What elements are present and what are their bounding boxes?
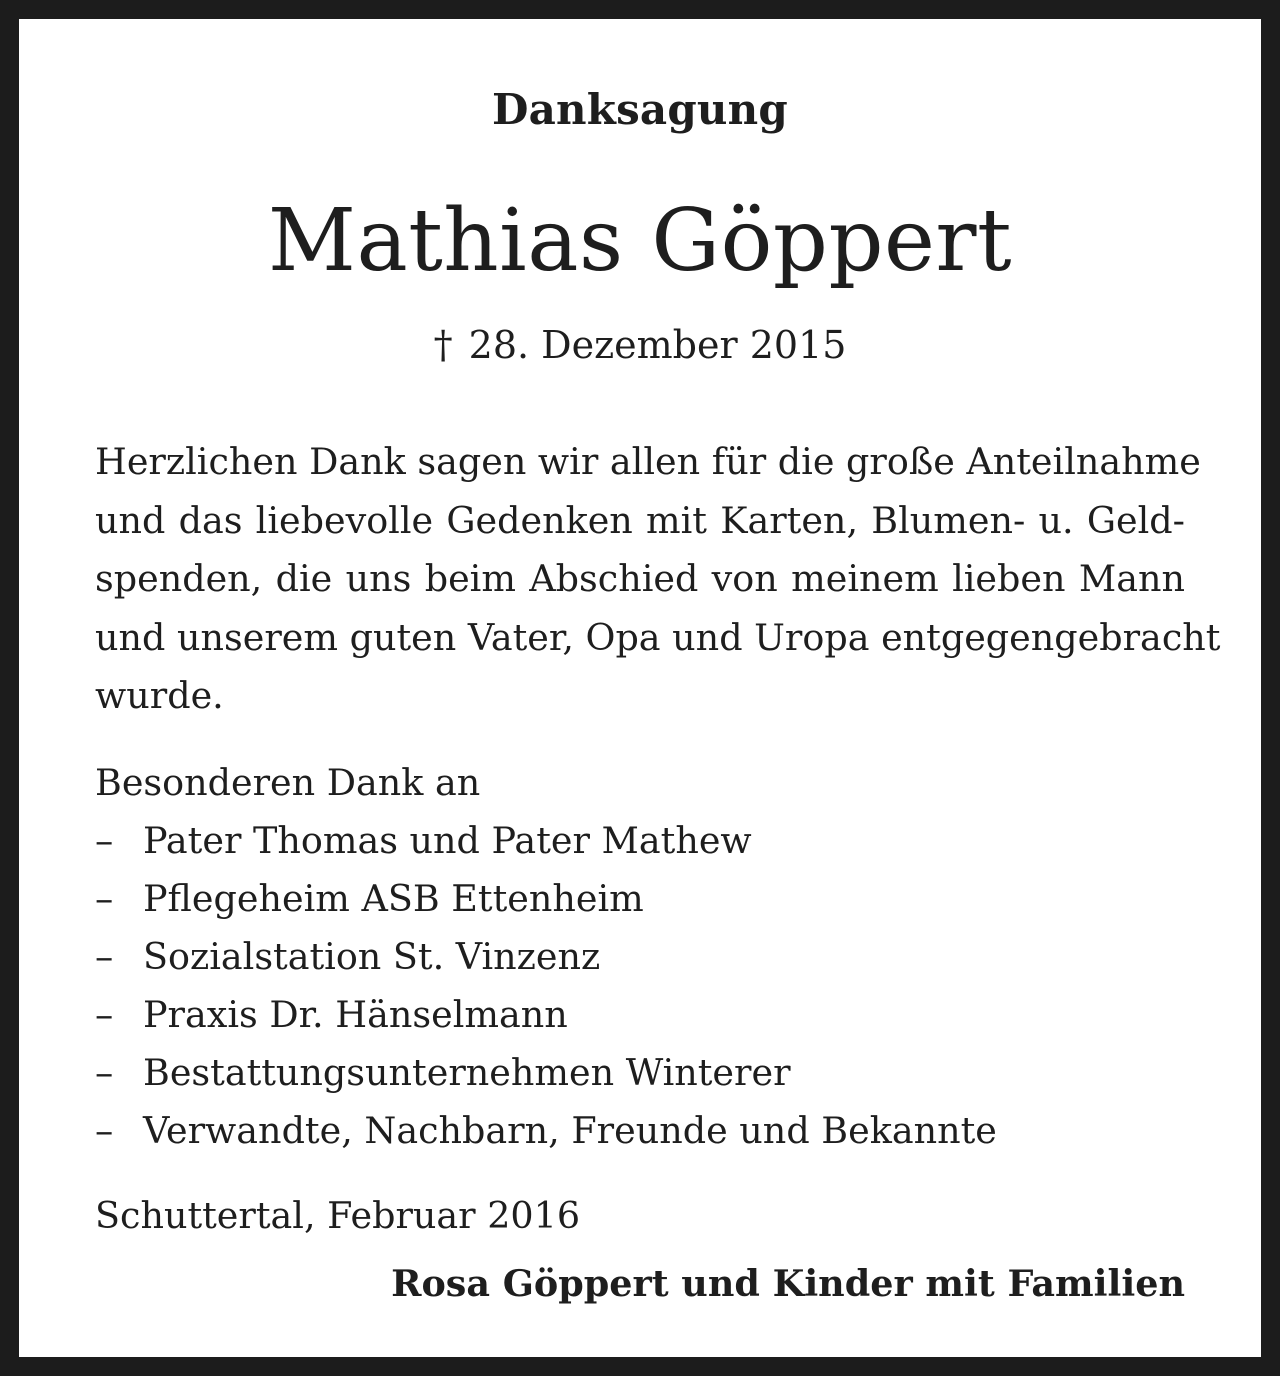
paragraph-line: wurde. [95,674,224,717]
paragraph-line: Herzlichen Dank sagen wir allen für die große Anteilnahme [95,440,1201,483]
list-item-text: Praxis Dr. Hänselmann [143,993,568,1036]
dash-bullet-icon: – [95,993,114,1036]
special-thanks-intro: Besonderen Dank an [95,761,481,804]
list-item-text: Sozialstation St. Vinzenz [143,935,601,978]
signature: Rosa Göppert und Kinder mit Familien [391,1262,1185,1305]
death-date: 28. Dezember 2015 [468,323,847,367]
place-date: Schuttertal, Februar 2016 [95,1194,581,1237]
paragraph-line: und das liebevolle Gedenken mit Karten, Blumen- u. Geld- [95,498,1185,542]
list-item [95,1044,997,1102]
dash-bullet-icon: – [95,1109,114,1152]
deceased-name: Mathias Göppert [267,191,1013,291]
dash-bullet-icon: – [95,819,114,862]
list-item-text: Pflegeheim ASB Ettenheim [143,877,644,920]
list-item [95,870,997,928]
paragraph-line: und unserem guten Vater, Opa und Uropa entgegengebracht [95,615,1221,659]
list-item-text: Bestattungsunternehmen Winterer [143,1051,791,1094]
dash-bullet-icon: – [95,877,114,920]
list-item [95,986,997,1044]
dash-bullet-icon: – [95,1051,114,1094]
death-date-line [95,323,1185,367]
thanks-paragraph [95,433,1221,726]
list-item [95,812,997,870]
list-item [95,1102,997,1160]
special-thanks-list [95,812,997,1160]
notice-heading: Danksagung [492,85,788,134]
dash-bullet-icon: – [95,935,114,978]
paragraph-line: spenden, die uns beim Abschied von meinem lieben Mann [95,557,1185,600]
list-item-text: Pater Thomas und Pater Mathew [143,819,752,862]
list-item-text: Verwandte, Nachbarn, Freunde und Bekannte [143,1109,997,1152]
notice-content [95,19,1221,1357]
list-item [95,928,997,986]
cross-icon: † [433,323,453,367]
